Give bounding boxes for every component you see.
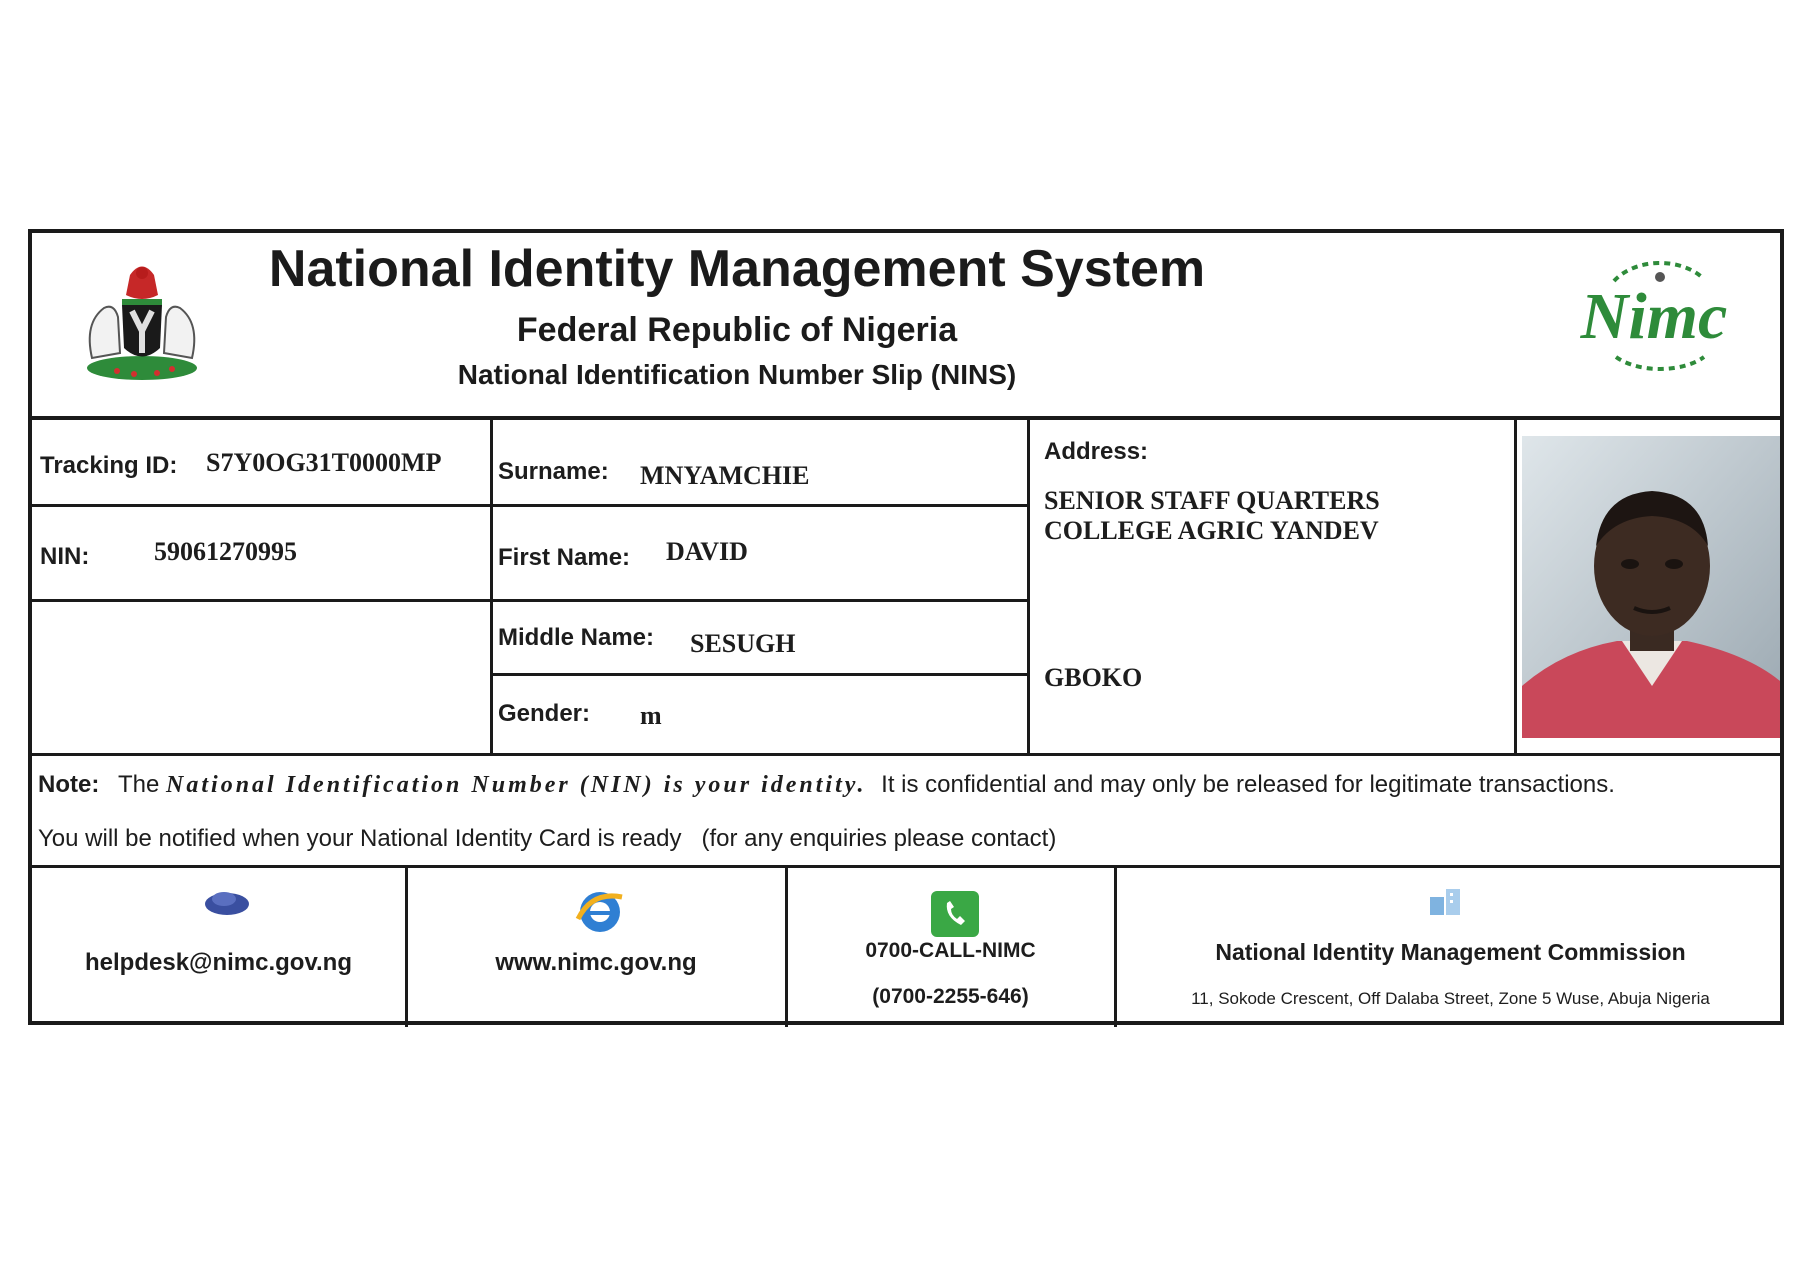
note-line-1: [38, 771, 1615, 799]
surname-label: Surname:: [498, 458, 609, 485]
nin-value: 59061270995: [154, 537, 297, 566]
subtitle: Federal Republic of Nigeria: [516, 311, 958, 349]
divider: [490, 418, 493, 754]
address-city: GBOKO: [1044, 663, 1143, 692]
note-label: Note:: [38, 771, 100, 798]
surname-value: MNYAMCHIE: [640, 461, 810, 490]
logo-text: Nimc: [1580, 280, 1728, 353]
phone-digits: (0700-2255-646): [872, 985, 1029, 1008]
nin-label: NIN:: [40, 543, 90, 570]
divider: [490, 504, 1028, 507]
slip-name: National Identification Number Slip (NINS): [457, 359, 1017, 390]
address-line-1: SENIOR STAFF QUARTERS: [1044, 486, 1380, 515]
address-line-2: COLLEGE AGRIC YANDEV: [1044, 516, 1379, 545]
gender-label: Gender:: [498, 700, 591, 727]
divider: [490, 673, 1028, 676]
divider: [405, 867, 408, 1027]
commission-name: National Identity Management Commission: [1215, 939, 1686, 965]
address-label: Address:: [1044, 438, 1149, 465]
first-name-label: First Name:: [498, 544, 631, 571]
gender-value: m: [640, 701, 662, 730]
commission-address: 11, Sokode Crescent, Off Dalaba Street, Zone 5 Wuse, Abuja Nigeria: [1191, 989, 1710, 1008]
middle-name-value: SESUGH: [690, 629, 796, 658]
phone-number: 0700-CALL-NIMC: [865, 939, 1036, 962]
nin-slip: [28, 229, 1784, 1025]
divider: [1027, 418, 1030, 754]
note-prefix: The: [118, 771, 160, 798]
divider: [490, 599, 1028, 602]
divider: [32, 753, 1784, 756]
note-rest: It is confidential and may only be released for legitimate transactions.: [881, 771, 1615, 798]
tracking-id-value: S7Y0OG31T0000MP: [206, 448, 442, 477]
email-icon: [202, 887, 252, 917]
divider: [1514, 418, 1517, 754]
divider: [32, 416, 1784, 420]
note-line-2: You will be notified when your National Identity Card is ready (for any enquiries please contact): [38, 825, 1057, 852]
divider: [32, 504, 490, 507]
passport-photo: [1522, 436, 1780, 738]
phone-icon: [931, 891, 979, 937]
website-link[interactable]: www.nimc.gov.ng: [495, 949, 697, 976]
browser-icon: [572, 887, 628, 937]
note-emphasis: National Identification Number (NIN) is your identity.: [166, 772, 867, 798]
divider: [32, 865, 1784, 868]
nimc-logo-icon: [1554, 261, 1754, 371]
divider: [32, 599, 490, 602]
building-icon: [1426, 883, 1466, 919]
tracking-id-label: Tracking ID:: [40, 452, 178, 479]
page-title: National Identity Management System: [268, 240, 1206, 298]
email-link[interactable]: helpdesk@nimc.gov.ng: [85, 949, 352, 976]
middle-name-label: Middle Name:: [498, 624, 655, 651]
first-name-value: DAVID: [666, 537, 748, 566]
